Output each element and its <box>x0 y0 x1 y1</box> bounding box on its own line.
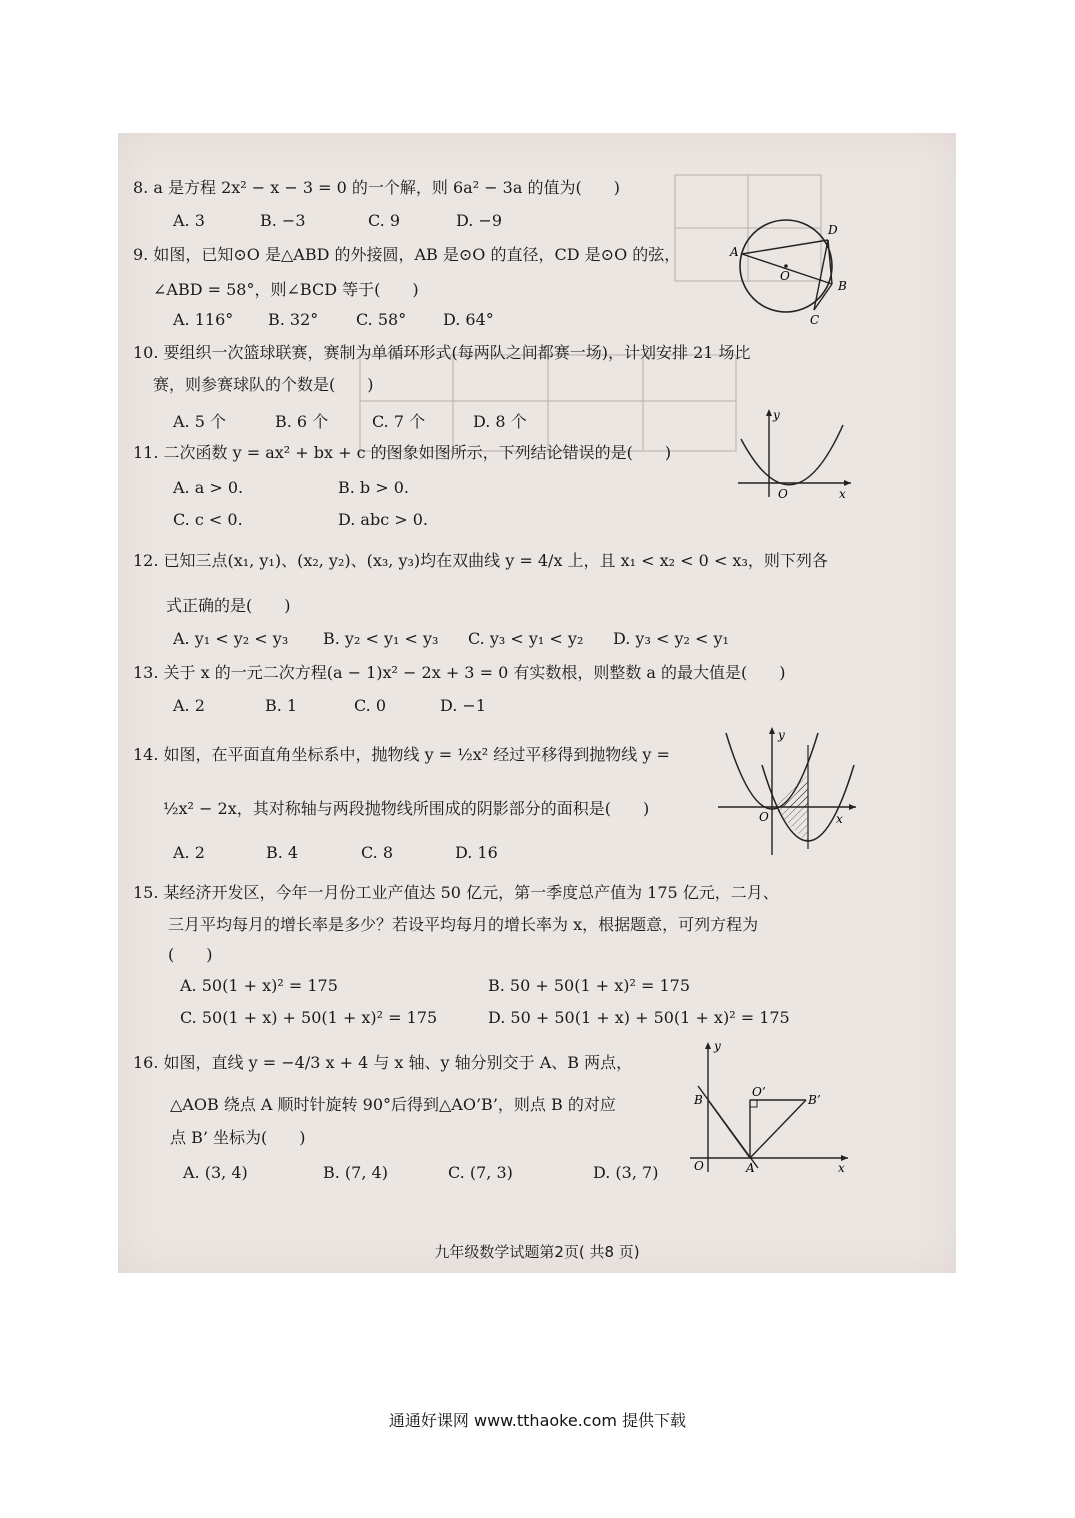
q9-option-d: D. 64° <box>443 310 494 329</box>
q12-option-a: A. y₁ < y₂ < y₃ <box>173 629 289 648</box>
q11-label-o: O <box>778 487 788 500</box>
q16-option-a: A. (3, 4) <box>183 1163 248 1182</box>
question-12-line-2: 式正确的是( ) <box>166 596 291 615</box>
question-16-line-2: △AOB 绕点 A 顺时针旋转 90°后得到△AO’B’，则点 B 的对应 <box>170 1095 616 1114</box>
source-credit: 通通好课网 www.tthaoke.com 提供下载 <box>388 1411 687 1430</box>
question-12-line-1: 12. 已知三点(x₁, y₁)、(x₂, y₂)、(x₃, y₃)均在双曲线 y = 4/x 上，且 x₁ < x₂ < 0 < x₃，则下列各 <box>133 551 828 570</box>
q10-option-a: A. 5 个 <box>173 412 226 431</box>
circle-label-d: D <box>828 223 838 237</box>
q8-option-c: C. 9 <box>368 211 401 230</box>
question-8: 8. a 是方程 2x² − x − 3 = 0 的一个解，则 6a² − 3a 的值为( ) <box>133 178 620 197</box>
page-footer: 九年级数学试题第2页( 共8 页) <box>434 1243 640 1261</box>
q9-option-a: A. 116° <box>173 310 234 329</box>
q8-option-d: D. −9 <box>456 211 503 230</box>
question-16-line-3: 点 B’ 坐标为( ) <box>170 1128 306 1147</box>
rotation-figure-q16 <box>686 1038 856 1178</box>
question-15-line-3: ( ) <box>168 945 213 964</box>
question-11: 11. 二次函数 y = ax² + bx + c 的图象如图所示，下列结论错误的是( ) <box>133 443 672 462</box>
question-10-line-1: 10. 要组织一次篮球联赛，赛制为单循环形式(每两队之间都赛一场)，计划安排 21 场比 <box>133 343 751 362</box>
parabola-figure-q11 <box>733 405 858 500</box>
q14-label-y: y <box>778 728 785 742</box>
q11-label-y: y <box>773 408 780 422</box>
q12-option-c: C. y₃ < y₁ < y₂ <box>468 629 584 648</box>
q14-option-a: A. 2 <box>173 843 205 862</box>
q15-option-a: A. 50(1 + x)² = 175 <box>180 976 338 995</box>
question-15-line-2: 三月平均每月的增长率是多少？若设平均每月的增长率为 x，根据题意，可列方程为 <box>168 915 759 934</box>
q11-option-d: D. abc > 0. <box>338 510 429 529</box>
q15-option-d: D. 50 + 50(1 + x) + 50(1 + x)² = 175 <box>488 1008 790 1027</box>
question-16-line-1: 16. 如图，直线 y = −4/3 x + 4 与 x 轴、y 轴分别交于 A、B 两点， <box>133 1053 633 1072</box>
q16-label-b1: B’ <box>808 1093 821 1107</box>
q8-option-a: A. 3 <box>173 211 205 230</box>
circle-figure <box>718 208 858 328</box>
q16-label-o: O <box>694 1159 704 1173</box>
q14-option-d: D. 16 <box>455 843 498 862</box>
q15-option-b: B. 50 + 50(1 + x)² = 175 <box>488 976 691 995</box>
circle-label-b: B <box>838 279 847 293</box>
q11-option-b: B. b > 0. <box>338 478 410 497</box>
scanned-exam-page <box>118 133 956 1273</box>
q16-label-b: B <box>694 1093 703 1107</box>
q10-option-b: B. 6 个 <box>275 412 329 431</box>
question-9-line-1: 9. 如图，已知⊙O 是△ABD 的外接圆，AB 是⊙O 的直径，CD 是⊙O 的弦， <box>133 245 681 264</box>
question-9-line-2: ∠ABD = 58°，则∠BCD 等于( ) <box>153 280 419 299</box>
q14-option-b: B. 4 <box>266 843 299 862</box>
q11-label-x: x <box>839 487 846 500</box>
question-14-line-2: ½x² − 2x，其对称轴与两段抛物线所围成的阴影部分的面积是( ) <box>163 799 650 818</box>
parabola-figure-q14 <box>716 725 861 860</box>
q11-option-c: C. c < 0. <box>173 510 243 529</box>
q15-option-c: C. 50(1 + x) + 50(1 + x)² = 175 <box>180 1008 438 1027</box>
bleed-through-score-table <box>358 353 738 453</box>
q10-option-c: C. 7 个 <box>372 412 426 431</box>
question-14-line-1: 14. 如图，在平面直角坐标系中，抛物线 y = ½x² 经过平移得到抛物线 y = <box>133 745 670 764</box>
circle-label-c: C <box>810 313 820 327</box>
q12-option-b: B. y₂ < y₁ < y₃ <box>323 629 439 648</box>
q16-option-c: C. (7, 3) <box>448 1163 513 1182</box>
q8-option-b: B. −3 <box>260 211 306 230</box>
q13-option-a: A. 2 <box>173 696 205 715</box>
q13-option-b: B. 1 <box>265 696 298 715</box>
q11-option-a: A. a > 0. <box>173 478 244 497</box>
q12-option-d: D. y₃ < y₂ < y₁ <box>613 629 729 648</box>
q9-option-c: C. 58° <box>356 310 407 329</box>
q14-label-o: O <box>759 810 769 824</box>
circle-label-a: A <box>730 245 739 259</box>
q16-label-o1: O’ <box>752 1085 766 1099</box>
question-13: 13. 关于 x 的一元二次方程(a − 1)x² − 2x + 3 = 0 有实数根，则整数 a 的最大值是( ) <box>133 663 786 682</box>
q10-option-d: D. 8 个 <box>473 412 527 431</box>
circle-label-o: O <box>780 269 790 283</box>
q16-label-x: x <box>838 1161 845 1175</box>
q14-option-c: C. 8 <box>361 843 394 862</box>
q16-label-y: y <box>714 1039 721 1053</box>
q9-option-b: B. 32° <box>268 310 319 329</box>
question-10-line-2: 赛，则参赛球队的个数是( ) <box>153 375 374 394</box>
q16-label-a: A <box>746 1161 755 1175</box>
q13-option-d: D. −1 <box>440 696 487 715</box>
q16-option-d: D. (3, 7) <box>593 1163 659 1182</box>
q16-option-b: B. (7, 4) <box>323 1163 388 1182</box>
q14-label-x: x <box>836 812 843 826</box>
question-15-line-1: 15. 某经济开发区，今年一月份工业产值达 50 亿元，第一季度总产值为 175 亿元，二月、 <box>133 883 779 902</box>
q13-option-c: C. 0 <box>354 696 387 715</box>
